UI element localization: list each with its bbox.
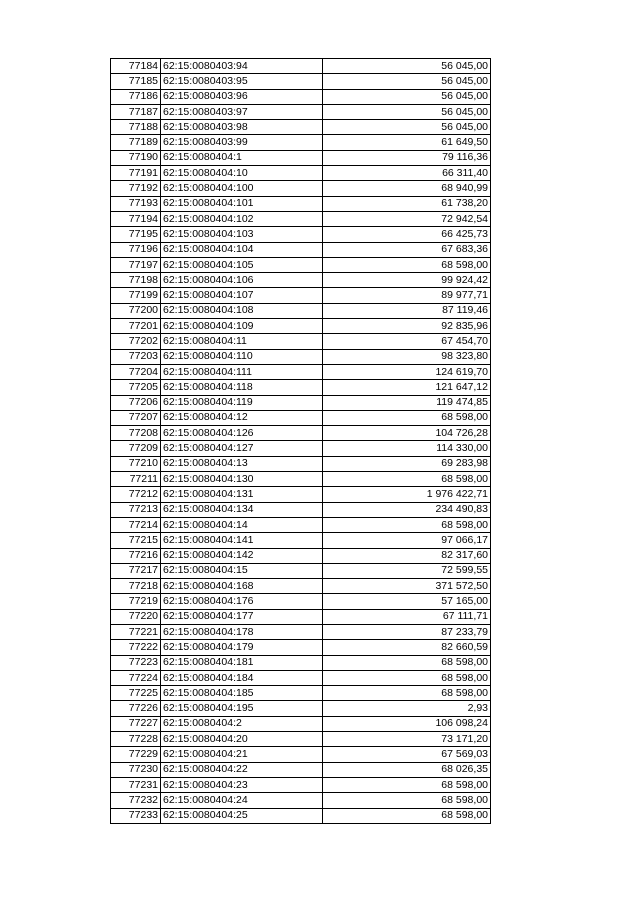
- row-number-cell: 77222: [111, 640, 161, 655]
- cadastral-value-cell: 67 569,03: [323, 747, 491, 762]
- cadastral-value-cell: 57 165,00: [323, 594, 491, 609]
- table-row: [111, 517, 491, 532]
- table-row: [111, 579, 491, 594]
- cadastral-value-cell: 72 599,55: [323, 563, 491, 578]
- table-row: [111, 273, 491, 288]
- cadastral-value-cell: 68 598,00: [323, 777, 491, 792]
- cadastral-value-cell: 61 649,50: [323, 135, 491, 150]
- cadastral-value-cell: 89 977,71: [323, 288, 491, 303]
- cadastral-number-cell: 62:15:0080404:22: [161, 762, 323, 777]
- row-number-cell: 77231: [111, 777, 161, 792]
- cadastral-number-cell: 62:15:0080404:141: [161, 533, 323, 548]
- row-number-cell: 77213: [111, 502, 161, 517]
- cadastral-value-cell: 98 323,80: [323, 349, 491, 364]
- row-number-cell: 77191: [111, 166, 161, 181]
- cadastral-number-cell: 62:15:0080403:98: [161, 120, 323, 135]
- cadastral-value-cell: 1 976 422,71: [323, 487, 491, 502]
- cadastral-number-cell: 62:15:0080404:108: [161, 303, 323, 318]
- cadastral-value-cell: 68 598,00: [323, 410, 491, 425]
- cadastral-value-cell: 99 924,42: [323, 273, 491, 288]
- cadastral-number-cell: 62:15:0080404:111: [161, 364, 323, 379]
- row-number-cell: 77195: [111, 227, 161, 242]
- cadastral-number-cell: 62:15:0080403:99: [161, 135, 323, 150]
- cadastral-value-cell: 68 598,00: [323, 670, 491, 685]
- table-row: [111, 732, 491, 747]
- cadastral-value-cell: 67 111,71: [323, 609, 491, 624]
- row-number-cell: 77207: [111, 410, 161, 425]
- table-row: [111, 777, 491, 792]
- table-row: [111, 548, 491, 563]
- cadastral-number-cell: 62:15:0080404:127: [161, 441, 323, 456]
- row-number-cell: 77197: [111, 257, 161, 272]
- row-number-cell: 77230: [111, 762, 161, 777]
- table-row: [111, 120, 491, 135]
- cadastral-number-cell: 62:15:0080404:101: [161, 196, 323, 211]
- table-row: [111, 594, 491, 609]
- row-number-cell: 77211: [111, 472, 161, 487]
- cadastral-number-cell: 62:15:0080404:23: [161, 777, 323, 792]
- cadastral-number-cell: 62:15:0080404:13: [161, 456, 323, 471]
- row-number-cell: 77185: [111, 74, 161, 89]
- table-row: [111, 793, 491, 808]
- cadastral-value-cell: 66 311,40: [323, 166, 491, 181]
- table-row: [111, 349, 491, 364]
- table-row: [111, 716, 491, 731]
- cadastral-number-cell: 62:15:0080403:96: [161, 89, 323, 104]
- row-number-cell: 77190: [111, 150, 161, 165]
- row-number-cell: 77200: [111, 303, 161, 318]
- cadastral-number-cell: 62:15:0080404:102: [161, 211, 323, 226]
- table-row: [111, 211, 491, 226]
- table-row: [111, 303, 491, 318]
- cadastral-value-cell: 67 683,36: [323, 242, 491, 257]
- table-row: [111, 319, 491, 334]
- cadastral-value-cell: 82 317,60: [323, 548, 491, 563]
- cadastral-value-cell: 68 026,35: [323, 762, 491, 777]
- table-row: [111, 166, 491, 181]
- table-row: [111, 456, 491, 471]
- table-row: [111, 624, 491, 639]
- row-number-cell: 77202: [111, 334, 161, 349]
- cadastral-number-cell: 62:15:0080404:131: [161, 487, 323, 502]
- table-row: [111, 59, 491, 74]
- row-number-cell: 77221: [111, 624, 161, 639]
- row-number-cell: 77223: [111, 655, 161, 670]
- row-number-cell: 77193: [111, 196, 161, 211]
- cadastral-number-cell: 62:15:0080404:2: [161, 716, 323, 731]
- row-number-cell: 77214: [111, 517, 161, 532]
- row-number-cell: 77204: [111, 364, 161, 379]
- row-number-cell: 77233: [111, 808, 161, 823]
- row-number-cell: 77217: [111, 563, 161, 578]
- row-number-cell: 77220: [111, 609, 161, 624]
- cadastral-value-cell: 67 454,70: [323, 334, 491, 349]
- cadastral-number-cell: 62:15:0080404:184: [161, 670, 323, 685]
- row-number-cell: 77187: [111, 104, 161, 119]
- row-number-cell: 77226: [111, 701, 161, 716]
- cadastral-number-cell: 62:15:0080404:104: [161, 242, 323, 257]
- table-row: [111, 640, 491, 655]
- table-row: [111, 380, 491, 395]
- cadastral-value-cell: 68 598,00: [323, 793, 491, 808]
- cadastral-value-cell: 69 283,98: [323, 456, 491, 471]
- table-row: [111, 410, 491, 425]
- cadastral-number-cell: 62:15:0080404:195: [161, 701, 323, 716]
- table-row: [111, 135, 491, 150]
- cadastral-number-cell: 62:15:0080404:181: [161, 655, 323, 670]
- cadastral-value-cell: 114 330,00: [323, 441, 491, 456]
- cadastral-number-cell: 62:15:0080404:103: [161, 227, 323, 242]
- row-number-cell: 77208: [111, 426, 161, 441]
- cadastral-number-cell: 62:15:0080404:10: [161, 166, 323, 181]
- cadastral-number-cell: 62:15:0080403:97: [161, 104, 323, 119]
- row-number-cell: 77232: [111, 793, 161, 808]
- row-number-cell: 77194: [111, 211, 161, 226]
- cadastral-value-cell: 73 171,20: [323, 732, 491, 747]
- table-row: [111, 655, 491, 670]
- cadastral-number-cell: 62:15:0080404:107: [161, 288, 323, 303]
- table-row: [111, 762, 491, 777]
- table-row: [111, 364, 491, 379]
- cadastral-value-cell: 82 660,59: [323, 640, 491, 655]
- cadastral-number-cell: 62:15:0080404:14: [161, 517, 323, 532]
- table-row: [111, 227, 491, 242]
- table-row: [111, 441, 491, 456]
- cadastral-value-cell: 79 116,36: [323, 150, 491, 165]
- table-row: [111, 609, 491, 624]
- cadastral-value-cell: 56 045,00: [323, 59, 491, 74]
- cadastral-value-cell: 2,93: [323, 701, 491, 716]
- cadastral-number-cell: 62:15:0080404:177: [161, 609, 323, 624]
- cadastral-number-cell: 62:15:0080404:185: [161, 686, 323, 701]
- cadastral-value-cell: 61 738,20: [323, 196, 491, 211]
- table-row: [111, 181, 491, 196]
- row-number-cell: 77201: [111, 319, 161, 334]
- table-row: [111, 747, 491, 762]
- cadastral-number-cell: 62:15:0080404:110: [161, 349, 323, 364]
- table-row: [111, 533, 491, 548]
- row-number-cell: 77210: [111, 456, 161, 471]
- row-number-cell: 77225: [111, 686, 161, 701]
- table-row: [111, 104, 491, 119]
- cadastral-value-cell: 68 598,00: [323, 655, 491, 670]
- cadastral-value-cell: 68 598,00: [323, 472, 491, 487]
- row-number-cell: 77218: [111, 579, 161, 594]
- cadastral-value-cell: 371 572,50: [323, 579, 491, 594]
- cadastral-number-cell: 62:15:0080404:25: [161, 808, 323, 823]
- row-number-cell: 77227: [111, 716, 161, 731]
- row-number-cell: 77188: [111, 120, 161, 135]
- cadastral-value-cell: 97 066,17: [323, 533, 491, 548]
- cadastral-value-cell: 66 425,73: [323, 227, 491, 242]
- cadastral-value-cell: 119 474,85: [323, 395, 491, 410]
- row-number-cell: 77224: [111, 670, 161, 685]
- cadastral-value-cell: 68 598,00: [323, 686, 491, 701]
- cadastral-value-cell: 104 726,28: [323, 426, 491, 441]
- cadastral-value-cell: 56 045,00: [323, 89, 491, 104]
- cadastral-value-table: [110, 58, 491, 824]
- row-number-cell: 77206: [111, 395, 161, 410]
- cadastral-value-cell: 68 940,99: [323, 181, 491, 196]
- table-row: [111, 686, 491, 701]
- row-number-cell: 77184: [111, 59, 161, 74]
- row-number-cell: 77198: [111, 273, 161, 288]
- table-row: [111, 334, 491, 349]
- cadastral-number-cell: 62:15:0080404:100: [161, 181, 323, 196]
- table-row: [111, 288, 491, 303]
- cadastral-number-cell: 62:15:0080404:15: [161, 563, 323, 578]
- cadastral-number-cell: 62:15:0080404:179: [161, 640, 323, 655]
- cadastral-value-cell: 92 835,96: [323, 319, 491, 334]
- row-number-cell: 77199: [111, 288, 161, 303]
- table-row: [111, 150, 491, 165]
- table-row: [111, 670, 491, 685]
- row-number-cell: 77186: [111, 89, 161, 104]
- row-number-cell: 77215: [111, 533, 161, 548]
- cadastral-value-cell: 68 598,00: [323, 257, 491, 272]
- cadastral-number-cell: 62:15:0080404:142: [161, 548, 323, 563]
- table-row: [111, 472, 491, 487]
- cadastral-value-cell: 106 098,24: [323, 716, 491, 731]
- cadastral-number-cell: 62:15:0080404:20: [161, 732, 323, 747]
- row-number-cell: 77196: [111, 242, 161, 257]
- cadastral-number-cell: 62:15:0080404:134: [161, 502, 323, 517]
- cadastral-value-cell: 87 119,46: [323, 303, 491, 318]
- table-row: [111, 426, 491, 441]
- row-number-cell: 77212: [111, 487, 161, 502]
- row-number-cell: 77229: [111, 747, 161, 762]
- cadastral-value-cell: 234 490,83: [323, 502, 491, 517]
- cadastral-number-cell: 62:15:0080404:119: [161, 395, 323, 410]
- cadastral-value-cell: 68 598,00: [323, 517, 491, 532]
- table-row: [111, 257, 491, 272]
- cadastral-number-cell: 62:15:0080404:126: [161, 426, 323, 441]
- table-row: [111, 196, 491, 211]
- row-number-cell: 77216: [111, 548, 161, 563]
- cadastral-number-cell: 62:15:0080404:178: [161, 624, 323, 639]
- cadastral-number-cell: 62:15:0080404:1: [161, 150, 323, 165]
- row-number-cell: 77209: [111, 441, 161, 456]
- cadastral-number-cell: 62:15:0080404:24: [161, 793, 323, 808]
- cadastral-number-cell: 62:15:0080404:21: [161, 747, 323, 762]
- row-number-cell: 77228: [111, 732, 161, 747]
- row-number-cell: 77205: [111, 380, 161, 395]
- cadastral-value-cell: 56 045,00: [323, 104, 491, 119]
- cadastral-value-cell: 87 233,79: [323, 624, 491, 639]
- cadastral-value-cell: 68 598,00: [323, 808, 491, 823]
- table-row: [111, 487, 491, 502]
- cadastral-number-cell: 62:15:0080404:106: [161, 273, 323, 288]
- cadastral-number-cell: 62:15:0080404:168: [161, 579, 323, 594]
- row-number-cell: 77203: [111, 349, 161, 364]
- cadastral-number-cell: 62:15:0080404:12: [161, 410, 323, 425]
- table-row: [111, 808, 491, 823]
- table-row: [111, 242, 491, 257]
- cadastral-number-cell: 62:15:0080404:118: [161, 380, 323, 395]
- table-row: [111, 502, 491, 517]
- cadastral-number-cell: 62:15:0080404:130: [161, 472, 323, 487]
- cadastral-value-cell: 56 045,00: [323, 74, 491, 89]
- cadastral-number-cell: 62:15:0080404:109: [161, 319, 323, 334]
- table-row: [111, 395, 491, 410]
- cadastral-number-cell: 62:15:0080404:11: [161, 334, 323, 349]
- table-body: [111, 59, 491, 824]
- cadastral-value-cell: 56 045,00: [323, 120, 491, 135]
- table-row: [111, 563, 491, 578]
- row-number-cell: 77189: [111, 135, 161, 150]
- cadastral-value-cell: 124 619,70: [323, 364, 491, 379]
- table-row: [111, 89, 491, 104]
- row-number-cell: 77192: [111, 181, 161, 196]
- table-row: [111, 701, 491, 716]
- table-row: [111, 74, 491, 89]
- cadastral-number-cell: 62:15:0080404:176: [161, 594, 323, 609]
- cadastral-value-cell: 72 942,54: [323, 211, 491, 226]
- cadastral-number-cell: 62:15:0080403:94: [161, 59, 323, 74]
- cadastral-value-cell: 121 647,12: [323, 380, 491, 395]
- cadastral-number-cell: 62:15:0080404:105: [161, 257, 323, 272]
- row-number-cell: 77219: [111, 594, 161, 609]
- cadastral-number-cell: 62:15:0080403:95: [161, 74, 323, 89]
